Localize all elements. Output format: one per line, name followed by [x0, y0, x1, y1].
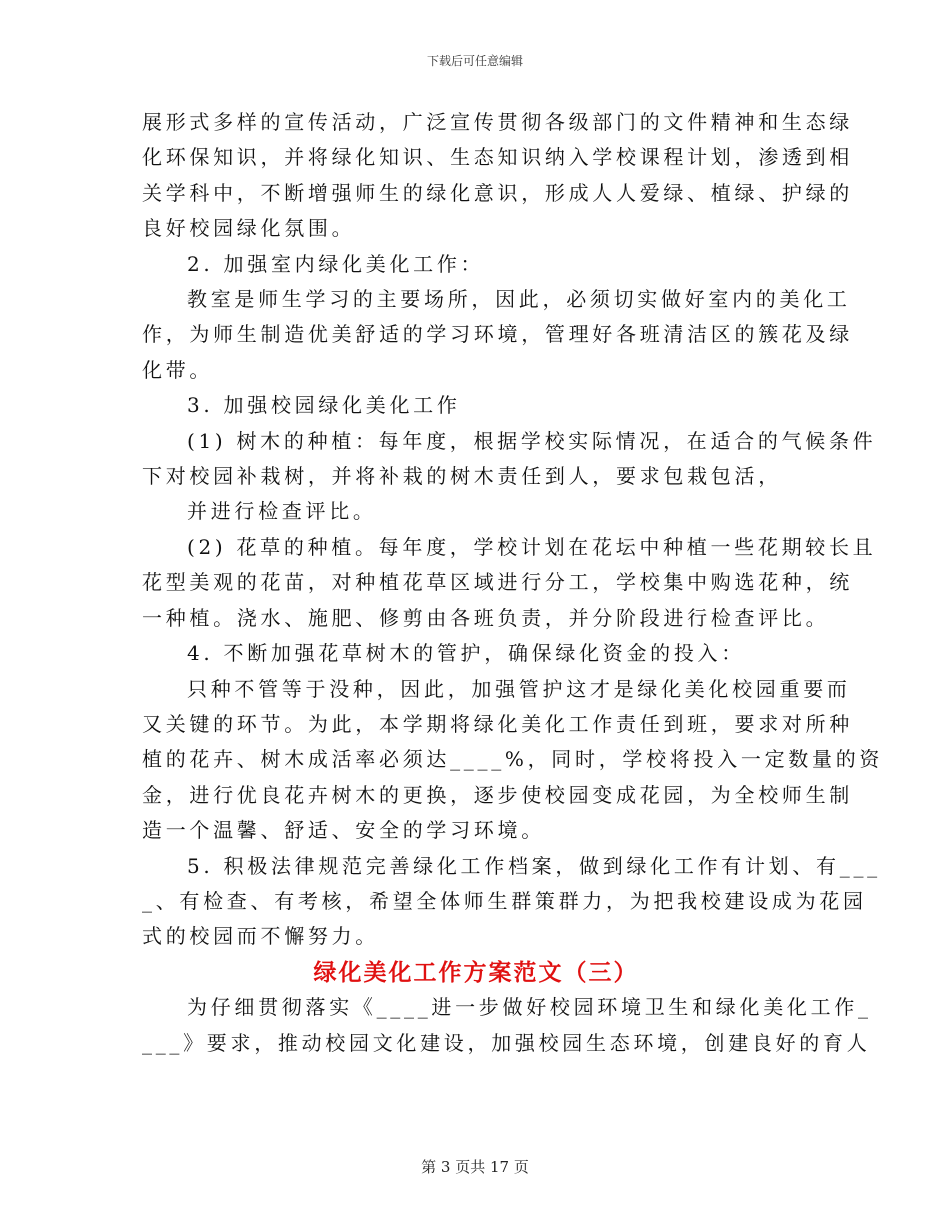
paragraph-line: 下对校园补栽树，并将补栽的树木责任到人，要求包栽包活，	[142, 464, 782, 489]
numbered-heading: 2. 加强室内绿化美化工作：	[187, 251, 485, 276]
paragraph-line: 展形式多样的宣传活动，广泛宣传贯彻各级部门的文件精神和生态绿	[142, 110, 853, 134]
paragraph-line: 良好校园绿化氛围。	[142, 216, 356, 241]
numbered-heading: 3. 加强校园绿化美化工作	[187, 393, 461, 418]
paragraph-line: 关学科中，不断增强师生的绿化意识，形成人人爱绿、植绿、护绿的	[142, 180, 853, 205]
paragraph-line: 又关键的环节。为此，本学期将绿化美化工作责任到班，要求对所种	[142, 711, 853, 736]
paragraph-line: 为仔细贯彻落实《____进一步做好校园环境卫生和绿化美化工作_	[187, 995, 872, 1020]
paragraph-line: _、有检查、有考核，希望全体师生群策群力，为把我校建设成为花园	[142, 888, 867, 913]
paragraph-line: 教室是师生学习的主要场所，因此，必须切实做好室内的美化工	[187, 287, 851, 312]
paragraph-line: 只种不管等于没种，因此，加强管护这才是绿化美化校园重要而	[187, 676, 851, 701]
paragraph-line: 作，为师生制造优美舒适的学习环境，管理好各班清洁区的簇花及绿	[142, 322, 853, 347]
page-header: 下载后可任意编辑	[426, 54, 523, 68]
paragraph-line: (2) 花草的种植。每年度，学校计划在花坛中种植一些花期较长且	[187, 534, 877, 559]
paragraph-line: 一种植。浇水、施肥、修剪由各班负责，并分阶段进行检查评比。	[142, 605, 830, 630]
paragraph-line: ___》要求，推动校园文化建设，加强校园生态环境，创建良好的育人	[142, 1030, 871, 1055]
paragraph-line: 造一个温馨、舒适、安全的学习环境。	[142, 818, 545, 843]
section-title: 绿化美化工作方案范文（三）	[313, 958, 639, 986]
page-footer: 第 3 页共 17 页	[421, 1158, 529, 1176]
paragraph-line: (1) 树木的种植：每年度，根据学校实际情况，在适合的气候条件	[187, 428, 877, 453]
paragraph-line: 式的校园而不懈努力。	[142, 924, 379, 949]
paragraph-line: 植的花卉、树木成活率必须达____%，同时，学校将投入一定数量的资	[142, 747, 884, 772]
numbered-heading: 4. 不断加强花草树木的管护，确保绿化资金的投入：	[187, 641, 745, 666]
paragraph-line: 并进行检查评比。	[187, 499, 377, 524]
paragraph-line: 化带。	[142, 357, 214, 382]
paragraph-line: 花型美观的花苗，对种植花草区域进行分工，学校集中购选花种，统	[142, 570, 853, 595]
numbered-heading: 5. 积极法律规范完善绿化工作档案，做到绿化工作有计划、有___	[187, 853, 881, 878]
document-body	[142, 105, 884, 1061]
paragraph-line: 化环保知识，并将绿化知识、生态知识纳入学校课程计划，渗透到相	[142, 145, 853, 170]
paragraph-line: 金，进行优良花卉树木的更换，逐步使校园变成花园，为全校师生制	[142, 782, 853, 807]
